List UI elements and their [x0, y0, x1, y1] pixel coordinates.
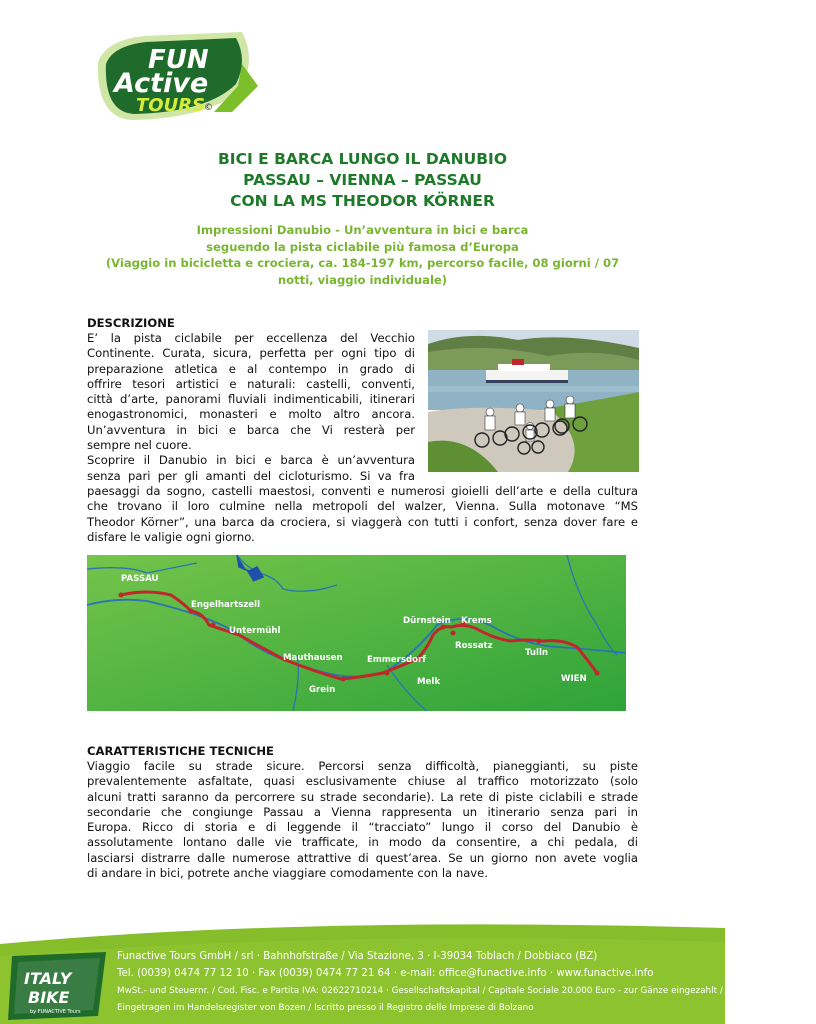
caratteristiche-paragraph	[87, 759, 638, 881]
map-label-tulln: Tulln	[525, 648, 549, 658]
italy-bike-badge-small: by FUNACTIVE Tours	[30, 1009, 81, 1015]
text-line: alcuni tratti saranno da percorrere su strade secondarie). La rete di piste ciclabili e strade	[87, 789, 638, 804]
subtitle-line: (Viaggio in bicicletta e crociera, ca. 184-197 km, percorso facile, 08 giorni / 07	[105, 256, 620, 270]
map-label-emmersdorf: Emmersdorf	[367, 655, 426, 665]
descrizione-paragraph	[87, 331, 415, 484]
svg-text:Active: Active	[114, 68, 209, 99]
text-line: offrire tesori artistici e naturali: castelli, conventi,	[87, 376, 415, 391]
map-label-passau: PASSAU	[121, 574, 159, 584]
map-label-durnstein: Dürnstein	[403, 616, 451, 626]
text-line: assolutamente lontano dalle vie trafficate, in modo da consentire, a chi pedala, di	[87, 835, 638, 850]
descrizione-heading: DESCRIZIONE	[87, 316, 175, 330]
fun-active-tours-logo	[92, 28, 260, 124]
text-line: sempre nel cuore.	[87, 438, 192, 453]
title-line: BICI E BARCA LUNGO IL DANUBIO	[217, 150, 507, 168]
text-line: preparazione atletica e al contempo in grado di	[87, 361, 415, 376]
text-line: disfare le valigie ogni giorno.	[87, 529, 255, 544]
subtitle-line: notti, viaggio individuale)	[277, 272, 448, 287]
svg-text:FUN: FUN	[148, 45, 209, 75]
cyclists-danube-photo	[428, 330, 639, 472]
route-map	[87, 555, 626, 711]
text-line: prevalentemente asfaltate, quasi esclusivamente chiuse al traffico motorizzato (solo	[87, 774, 638, 789]
svg-text:©: ©	[204, 103, 213, 113]
text-line: E’ la pista ciclabile per eccellenza del Vecchio	[87, 331, 415, 345]
text-line: Theodor Körner”, una barca da crociera, si viaggerà con tutti i confort, senza dover fare e	[87, 514, 638, 529]
text-line: lasciarsi distrarre dalle numerose attrattive di quest’area. Se un giorno non avete voglia	[87, 850, 638, 865]
text-line: Scoprire il Danubio in bici e barca è un’avventura	[87, 453, 415, 468]
map-label-grein: Grein	[309, 685, 336, 695]
title-line: PASSAU – VIENNA – PASSAU	[243, 171, 482, 189]
map-label-krems: Krems	[461, 616, 492, 626]
map-label-mauthausen: Mauthausen	[283, 653, 343, 663]
footer-tax-info: MwSt.- und Steuernr. / Cod. Fisc. e Partita IVA: 02622710214 · Gesellschaftskapital / Capitale Sociale 20.000 Euro - zur Gänze eingezahlt / interamente versato	[117, 986, 816, 996]
map-label-engelhartszell: Engelhartszell	[191, 600, 261, 610]
map-label-melk: Melk	[417, 677, 441, 687]
text-line: enogastronomici, monasteri e molto altro ancora.	[87, 407, 415, 422]
italy-bike-badge-line2: BIKE	[28, 988, 70, 1007]
map-label-wien: WIEN	[561, 674, 587, 684]
text-line: Viaggio facile su strade sicure. Percorsi senza difficoltà, pianeggianti, su piste	[87, 759, 638, 773]
document-subtitle	[80, 222, 645, 288]
footer-contacts: Tel. (0039) 0474 77 12 10 · Fax (0039) 0474 77 21 64 · e-mail: office@funactive.info · www.funactive.info	[117, 968, 654, 979]
svg-text:TOURS: TOURS	[136, 95, 206, 116]
caratteristiche-heading: CARATTERISTICHE TECNICHE	[87, 744, 274, 758]
footer-registry: Eingetragen im Handelsregister von Bozen / Iscritto presso il Registro delle Imprese di Bolzano	[117, 1003, 534, 1013]
subtitle-line: Impressioni Danubio - Un’avventura in bici e barca	[196, 223, 529, 237]
text-line: Europa. Ricco di storia e di leggende il “tracciato” lungo il corso del Danubio è	[87, 820, 638, 835]
title-line: CON LA MS THEODOR KÖRNER	[230, 192, 495, 210]
descrizione-paragraph-continued	[87, 484, 638, 545]
subtitle-line: seguendo la pista ciclabile più famosa d’Europa	[206, 239, 519, 254]
document-title	[0, 149, 725, 212]
italy-bike-badge-line1: ITALY	[24, 969, 72, 988]
text-line: che trovano il loro culmine nella metropoli del walzer, Vienna. Sulla motonave “MS	[87, 499, 638, 514]
map-label-rossatz: Rossatz	[455, 641, 493, 651]
text-line: città d’arte, panorami fluviali indimenticabili, itinerari	[87, 392, 415, 407]
text-line: senza pari per gli amanti del cicloturismo. Si va fra	[87, 468, 415, 483]
map-label-untermuhl: Untermühl	[229, 626, 281, 636]
text-line: secondarie che congiunge Passau a Vienna rappresenta un itinerario senza pari in	[87, 804, 638, 819]
text-line: Un’avventura in bici e barca che Vi resterà per	[87, 422, 415, 437]
text-line: paesaggi da sogno, castelli maestosi, conventi e numerosi gioielli dell’arte e della cultura	[87, 484, 638, 498]
text-line: Continente. Curata, sicura, perfetta per ogni tipo di	[87, 346, 415, 361]
footer-address: Funactive Tours GmbH / srl · Bahnhofstraße / Via Stazione, 3 · I-39034 Toblach / Dobbiaco (BZ)	[117, 951, 598, 962]
text-line: di andare in bici, potrete anche viaggiare comodamente con la nave.	[87, 866, 488, 881]
